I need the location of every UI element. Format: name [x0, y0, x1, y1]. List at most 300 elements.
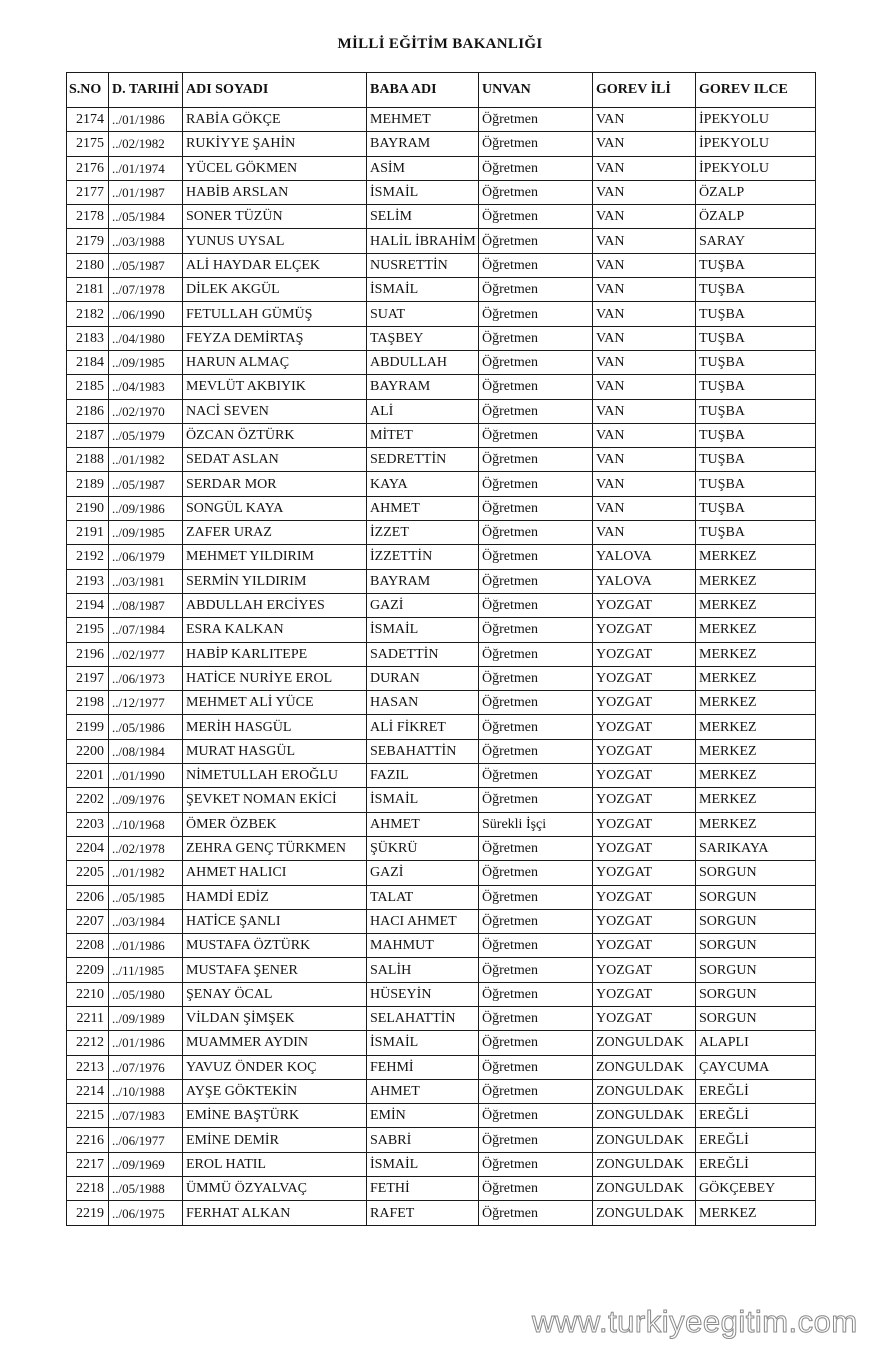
- cell-title: Öğretmen: [479, 788, 593, 812]
- cell-province: YOZGAT: [593, 691, 696, 715]
- cell-father-name: İSMAİL: [367, 278, 479, 302]
- cell-title: Öğretmen: [479, 618, 593, 642]
- cell-title: Öğretmen: [479, 1201, 593, 1225]
- cell-full-name: RABİA GÖKÇE: [183, 108, 367, 132]
- cell-province: VAN: [593, 521, 696, 545]
- cell-birth-date: ../10/1968: [109, 812, 183, 836]
- cell-sno: 2198: [67, 691, 109, 715]
- cell-sno: 2202: [67, 788, 109, 812]
- cell-title: Öğretmen: [479, 448, 593, 472]
- cell-full-name: EMİNE BAŞTÜRK: [183, 1104, 367, 1128]
- cell-full-name: FEYZA DEMİRTAŞ: [183, 326, 367, 350]
- cell-title: Öğretmen: [479, 739, 593, 763]
- cell-father-name: SUAT: [367, 302, 479, 326]
- cell-province: YOZGAT: [593, 836, 696, 860]
- table-row: [67, 1152, 816, 1176]
- table-row: [67, 982, 816, 1006]
- cell-province: VAN: [593, 399, 696, 423]
- cell-birth-date: ../01/1986: [109, 934, 183, 958]
- cell-full-name: ÖMER ÖZBEK: [183, 812, 367, 836]
- cell-full-name: MEHMET ALİ YÜCE: [183, 691, 367, 715]
- cell-birth-date: ../09/1976: [109, 788, 183, 812]
- cell-sno: 2189: [67, 472, 109, 496]
- cell-father-name: İSMAİL: [367, 1152, 479, 1176]
- cell-father-name: ŞÜKRÜ: [367, 836, 479, 860]
- cell-district: MERKEZ: [696, 1201, 816, 1225]
- cell-full-name: AHMET HALICI: [183, 861, 367, 885]
- cell-province: YOZGAT: [593, 618, 696, 642]
- cell-province: VAN: [593, 326, 696, 350]
- cell-sno: 2193: [67, 569, 109, 593]
- cell-full-name: SERMİN YILDIRIM: [183, 569, 367, 593]
- cell-province: VAN: [593, 205, 696, 229]
- table-row: [67, 108, 816, 132]
- cell-province: VAN: [593, 472, 696, 496]
- cell-title: Öğretmen: [479, 545, 593, 569]
- cell-title: Öğretmen: [479, 764, 593, 788]
- cell-father-name: BAYRAM: [367, 132, 479, 156]
- cell-father-name: İSMAİL: [367, 788, 479, 812]
- cell-district: MERKEZ: [696, 788, 816, 812]
- table-row: [67, 1006, 816, 1030]
- cell-birth-date: ../02/1978: [109, 836, 183, 860]
- cell-title: Öğretmen: [479, 909, 593, 933]
- cell-title: Öğretmen: [479, 496, 593, 520]
- cell-father-name: NUSRETTİN: [367, 253, 479, 277]
- cell-sno: 2179: [67, 229, 109, 253]
- cell-full-name: ŞENAY ÖCAL: [183, 982, 367, 1006]
- cell-birth-date: ../06/1979: [109, 545, 183, 569]
- column-header-father-name: BABA ADI: [367, 73, 479, 108]
- cell-sno: 2212: [67, 1031, 109, 1055]
- cell-father-name: SEBAHATTİN: [367, 739, 479, 763]
- site-watermark: www.turkiyeegitim.com: [532, 1304, 858, 1339]
- cell-district: TUŞBA: [696, 302, 816, 326]
- cell-province: ZONGULDAK: [593, 1128, 696, 1152]
- cell-sno: 2176: [67, 156, 109, 180]
- cell-province: VAN: [593, 302, 696, 326]
- cell-full-name: ESRA KALKAN: [183, 618, 367, 642]
- cell-district: ÖZALP: [696, 205, 816, 229]
- cell-title: Öğretmen: [479, 205, 593, 229]
- cell-district: SORGUN: [696, 958, 816, 982]
- cell-province: ZONGULDAK: [593, 1079, 696, 1103]
- cell-district: TUŞBA: [696, 350, 816, 374]
- cell-district: TUŞBA: [696, 521, 816, 545]
- cell-title: Öğretmen: [479, 1104, 593, 1128]
- cell-full-name: SONER TÜZÜN: [183, 205, 367, 229]
- cell-birth-date: ../05/1985: [109, 885, 183, 909]
- cell-birth-date: ../09/1986: [109, 496, 183, 520]
- column-header-sno: S.NO: [67, 73, 109, 108]
- cell-sno: 2218: [67, 1177, 109, 1201]
- table-row: [67, 1177, 816, 1201]
- table-row: [67, 569, 816, 593]
- cell-birth-date: ../06/1973: [109, 666, 183, 690]
- cell-birth-date: ../06/1975: [109, 1201, 183, 1225]
- cell-father-name: ABDULLAH: [367, 350, 479, 374]
- personnel-table: [66, 72, 816, 1226]
- cell-full-name: ÜMMÜ ÖZYALVAÇ: [183, 1177, 367, 1201]
- cell-title: Öğretmen: [479, 642, 593, 666]
- cell-father-name: GAZİ: [367, 593, 479, 617]
- table-row: [67, 156, 816, 180]
- cell-sno: 2177: [67, 180, 109, 204]
- cell-title: Öğretmen: [479, 399, 593, 423]
- cell-title: Öğretmen: [479, 326, 593, 350]
- cell-district: TUŞBA: [696, 423, 816, 447]
- cell-sno: 2182: [67, 302, 109, 326]
- table-row: [67, 1079, 816, 1103]
- cell-title: Öğretmen: [479, 1055, 593, 1079]
- cell-full-name: EMİNE DEMİR: [183, 1128, 367, 1152]
- cell-full-name: MUSTAFA ŞENER: [183, 958, 367, 982]
- cell-father-name: SALİH: [367, 958, 479, 982]
- cell-province: VAN: [593, 180, 696, 204]
- cell-father-name: BAYRAM: [367, 569, 479, 593]
- table-row: [67, 1128, 816, 1152]
- table-row: [67, 472, 816, 496]
- cell-birth-date: ../09/1985: [109, 521, 183, 545]
- cell-full-name: YAVUZ ÖNDER KOÇ: [183, 1055, 367, 1079]
- cell-birth-date: ../05/1988: [109, 1177, 183, 1201]
- cell-father-name: TAŞBEY: [367, 326, 479, 350]
- cell-father-name: BAYRAM: [367, 375, 479, 399]
- cell-father-name: HÜSEYİN: [367, 982, 479, 1006]
- cell-full-name: MEHMET YILDIRIM: [183, 545, 367, 569]
- cell-province: ZONGULDAK: [593, 1055, 696, 1079]
- cell-sno: 2217: [67, 1152, 109, 1176]
- cell-sno: 2210: [67, 982, 109, 1006]
- column-header-full-name: ADI SOYADI: [183, 73, 367, 108]
- cell-sno: 2192: [67, 545, 109, 569]
- cell-full-name: NİMETULLAH EROĞLU: [183, 764, 367, 788]
- table-body: [67, 108, 816, 1226]
- cell-father-name: KAYA: [367, 472, 479, 496]
- cell-title: Öğretmen: [479, 156, 593, 180]
- cell-district: EREĞLİ: [696, 1128, 816, 1152]
- cell-district: SORGUN: [696, 1006, 816, 1030]
- cell-province: ZONGULDAK: [593, 1201, 696, 1225]
- table-row: [67, 1201, 816, 1225]
- cell-title: Öğretmen: [479, 253, 593, 277]
- cell-birth-date: ../08/1987: [109, 593, 183, 617]
- cell-district: MERKEZ: [696, 642, 816, 666]
- cell-birth-date: ../04/1983: [109, 375, 183, 399]
- cell-title: Öğretmen: [479, 593, 593, 617]
- cell-province: YOZGAT: [593, 982, 696, 1006]
- table-header-row: [67, 73, 816, 108]
- cell-full-name: ŞEVKET NOMAN EKİCİ: [183, 788, 367, 812]
- cell-birth-date: ../01/1986: [109, 108, 183, 132]
- cell-province: VAN: [593, 496, 696, 520]
- table-row: [67, 691, 816, 715]
- table-row: [67, 666, 816, 690]
- cell-sno: 2205: [67, 861, 109, 885]
- column-header-province: GOREV İLİ: [593, 73, 696, 108]
- cell-sno: 2194: [67, 593, 109, 617]
- cell-full-name: YÜCEL GÖKMEN: [183, 156, 367, 180]
- table-row: [67, 1055, 816, 1079]
- cell-province: ZONGULDAK: [593, 1031, 696, 1055]
- cell-father-name: SABRİ: [367, 1128, 479, 1152]
- cell-sno: 2203: [67, 812, 109, 836]
- cell-full-name: YUNUS UYSAL: [183, 229, 367, 253]
- cell-province: VAN: [593, 423, 696, 447]
- cell-title: Öğretmen: [479, 302, 593, 326]
- cell-district: SORGUN: [696, 885, 816, 909]
- cell-full-name: HARUN ALMAÇ: [183, 350, 367, 374]
- cell-sno: 2216: [67, 1128, 109, 1152]
- cell-title: Öğretmen: [479, 691, 593, 715]
- table-row: [67, 545, 816, 569]
- cell-sno: 2186: [67, 399, 109, 423]
- cell-father-name: SADETTİN: [367, 642, 479, 666]
- cell-title: Sürekli İşçi: [479, 812, 593, 836]
- cell-province: YOZGAT: [593, 958, 696, 982]
- table-row: [67, 715, 816, 739]
- table-row: [67, 496, 816, 520]
- cell-district: SORGUN: [696, 861, 816, 885]
- cell-full-name: SEDAT ASLAN: [183, 448, 367, 472]
- cell-province: VAN: [593, 375, 696, 399]
- cell-full-name: NACİ SEVEN: [183, 399, 367, 423]
- cell-father-name: SELAHATTİN: [367, 1006, 479, 1030]
- cell-title: Öğretmen: [479, 836, 593, 860]
- cell-sno: 2174: [67, 108, 109, 132]
- cell-father-name: ALİ FİKRET: [367, 715, 479, 739]
- cell-father-name: İSMAİL: [367, 1031, 479, 1055]
- cell-province: ZONGULDAK: [593, 1104, 696, 1128]
- cell-birth-date: ../07/1976: [109, 1055, 183, 1079]
- table-row: [67, 1031, 816, 1055]
- table-row: [67, 180, 816, 204]
- table-row: [67, 253, 816, 277]
- cell-full-name: FERHAT ALKAN: [183, 1201, 367, 1225]
- cell-birth-date: ../07/1983: [109, 1104, 183, 1128]
- cell-birth-date: ../09/1969: [109, 1152, 183, 1176]
- cell-full-name: ÖZCAN ÖZTÜRK: [183, 423, 367, 447]
- cell-birth-date: ../03/1981: [109, 569, 183, 593]
- cell-district: TUŞBA: [696, 496, 816, 520]
- cell-birth-date: ../05/1986: [109, 715, 183, 739]
- cell-province: VAN: [593, 253, 696, 277]
- cell-province: YOZGAT: [593, 764, 696, 788]
- cell-province: YOZGAT: [593, 593, 696, 617]
- cell-title: Öğretmen: [479, 521, 593, 545]
- cell-district: MERKEZ: [696, 764, 816, 788]
- table-row: [67, 739, 816, 763]
- cell-father-name: AHMET: [367, 496, 479, 520]
- table-row: [67, 593, 816, 617]
- cell-district: TUŞBA: [696, 472, 816, 496]
- cell-province: YOZGAT: [593, 715, 696, 739]
- cell-full-name: MERİH HASGÜL: [183, 715, 367, 739]
- table-row: [67, 326, 816, 350]
- cell-father-name: HACI AHMET: [367, 909, 479, 933]
- cell-title: Öğretmen: [479, 666, 593, 690]
- cell-father-name: AHMET: [367, 1079, 479, 1103]
- cell-title: Öğretmen: [479, 1031, 593, 1055]
- table-row: [67, 764, 816, 788]
- cell-province: YALOVA: [593, 545, 696, 569]
- cell-birth-date: ../10/1988: [109, 1079, 183, 1103]
- cell-sno: 2191: [67, 521, 109, 545]
- cell-sno: 2196: [67, 642, 109, 666]
- cell-father-name: RAFET: [367, 1201, 479, 1225]
- cell-province: ZONGULDAK: [593, 1177, 696, 1201]
- cell-father-name: MAHMUT: [367, 934, 479, 958]
- cell-district: TUŞBA: [696, 448, 816, 472]
- cell-sno: 2190: [67, 496, 109, 520]
- cell-birth-date: ../08/1984: [109, 739, 183, 763]
- cell-district: TUŞBA: [696, 326, 816, 350]
- table-row: [67, 399, 816, 423]
- cell-province: YOZGAT: [593, 812, 696, 836]
- cell-province: VAN: [593, 156, 696, 180]
- cell-sno: 2201: [67, 764, 109, 788]
- cell-title: Öğretmen: [479, 1079, 593, 1103]
- cell-district: İPEKYOLU: [696, 156, 816, 180]
- cell-sno: 2197: [67, 666, 109, 690]
- cell-sno: 2208: [67, 934, 109, 958]
- cell-father-name: AHMET: [367, 812, 479, 836]
- cell-father-name: HALİL İBRAHİM: [367, 229, 479, 253]
- cell-father-name: İZZET: [367, 521, 479, 545]
- cell-province: VAN: [593, 108, 696, 132]
- cell-birth-date: ../11/1985: [109, 958, 183, 982]
- cell-sno: 2187: [67, 423, 109, 447]
- table-row: [67, 885, 816, 909]
- table-row: [67, 1104, 816, 1128]
- cell-title: Öğretmen: [479, 472, 593, 496]
- cell-father-name: SELİM: [367, 205, 479, 229]
- cell-full-name: HATİCE NURİYE EROL: [183, 666, 367, 690]
- cell-district: EREĞLİ: [696, 1152, 816, 1176]
- cell-district: ÇAYCUMA: [696, 1055, 816, 1079]
- cell-title: Öğretmen: [479, 350, 593, 374]
- cell-birth-date: ../09/1985: [109, 350, 183, 374]
- cell-sno: 2195: [67, 618, 109, 642]
- table-row: [67, 642, 816, 666]
- cell-birth-date: ../09/1989: [109, 1006, 183, 1030]
- cell-title: Öğretmen: [479, 861, 593, 885]
- table-row: [67, 302, 816, 326]
- cell-province: ZONGULDAK: [593, 1152, 696, 1176]
- column-header-birth-date: D. TARIHİ: [109, 73, 183, 108]
- cell-title: Öğretmen: [479, 375, 593, 399]
- column-header-title: UNVAN: [479, 73, 593, 108]
- cell-sno: 2188: [67, 448, 109, 472]
- cell-birth-date: ../12/1977: [109, 691, 183, 715]
- cell-title: Öğretmen: [479, 1177, 593, 1201]
- cell-birth-date: ../05/1984: [109, 205, 183, 229]
- cell-full-name: DİLEK AKGÜL: [183, 278, 367, 302]
- table-row: [67, 618, 816, 642]
- cell-sno: 2209: [67, 958, 109, 982]
- cell-title: Öğretmen: [479, 423, 593, 447]
- cell-title: Öğretmen: [479, 569, 593, 593]
- table-row: [67, 205, 816, 229]
- cell-district: EREĞLİ: [696, 1079, 816, 1103]
- cell-title: Öğretmen: [479, 715, 593, 739]
- cell-district: TUŞBA: [696, 253, 816, 277]
- cell-district: MERKEZ: [696, 593, 816, 617]
- cell-father-name: GAZİ: [367, 861, 479, 885]
- table-row: [67, 229, 816, 253]
- cell-father-name: FAZIL: [367, 764, 479, 788]
- cell-father-name: HASAN: [367, 691, 479, 715]
- cell-sno: 2206: [67, 885, 109, 909]
- cell-province: YOZGAT: [593, 909, 696, 933]
- cell-birth-date: ../01/1987: [109, 180, 183, 204]
- cell-district: MERKEZ: [696, 691, 816, 715]
- cell-birth-date: ../05/1979: [109, 423, 183, 447]
- table-row: [67, 788, 816, 812]
- cell-birth-date: ../03/1984: [109, 909, 183, 933]
- cell-district: SARIKAYA: [696, 836, 816, 860]
- cell-province: YOZGAT: [593, 642, 696, 666]
- cell-full-name: MEVLÜT AKBIYIK: [183, 375, 367, 399]
- cell-sno: 2219: [67, 1201, 109, 1225]
- table-row: [67, 934, 816, 958]
- cell-province: VAN: [593, 350, 696, 374]
- cell-province: VAN: [593, 448, 696, 472]
- cell-sno: 2185: [67, 375, 109, 399]
- cell-title: Öğretmen: [479, 278, 593, 302]
- cell-birth-date: ../07/1978: [109, 278, 183, 302]
- cell-title: Öğretmen: [479, 982, 593, 1006]
- cell-father-name: İSMAİL: [367, 618, 479, 642]
- table-row: [67, 861, 816, 885]
- cell-district: MERKEZ: [696, 715, 816, 739]
- cell-district: SORGUN: [696, 934, 816, 958]
- table-row: [67, 909, 816, 933]
- cell-father-name: ASİM: [367, 156, 479, 180]
- cell-father-name: MEHMET: [367, 108, 479, 132]
- cell-father-name: İSMAİL: [367, 180, 479, 204]
- cell-birth-date: ../01/1990: [109, 764, 183, 788]
- cell-province: YOZGAT: [593, 934, 696, 958]
- cell-province: VAN: [593, 132, 696, 156]
- cell-sno: 2180: [67, 253, 109, 277]
- cell-province: YALOVA: [593, 569, 696, 593]
- table-row: [67, 278, 816, 302]
- cell-full-name: ABDULLAH ERCİYES: [183, 593, 367, 617]
- cell-district: GÖKÇEBEY: [696, 1177, 816, 1201]
- cell-father-name: TALAT: [367, 885, 479, 909]
- cell-birth-date: ../05/1980: [109, 982, 183, 1006]
- cell-title: Öğretmen: [479, 180, 593, 204]
- cell-sno: 2181: [67, 278, 109, 302]
- cell-father-name: DURAN: [367, 666, 479, 690]
- cell-sno: 2214: [67, 1079, 109, 1103]
- cell-district: SARAY: [696, 229, 816, 253]
- table-row: [67, 423, 816, 447]
- cell-district: MERKEZ: [696, 545, 816, 569]
- cell-district: SORGUN: [696, 982, 816, 1006]
- cell-district: TUŞBA: [696, 375, 816, 399]
- cell-province: VAN: [593, 278, 696, 302]
- cell-district: ALAPLI: [696, 1031, 816, 1055]
- cell-sno: 2215: [67, 1104, 109, 1128]
- cell-sno: 2183: [67, 326, 109, 350]
- cell-province: YOZGAT: [593, 861, 696, 885]
- cell-sno: 2213: [67, 1055, 109, 1079]
- cell-district: MERKEZ: [696, 618, 816, 642]
- cell-sno: 2178: [67, 205, 109, 229]
- cell-province: YOZGAT: [593, 739, 696, 763]
